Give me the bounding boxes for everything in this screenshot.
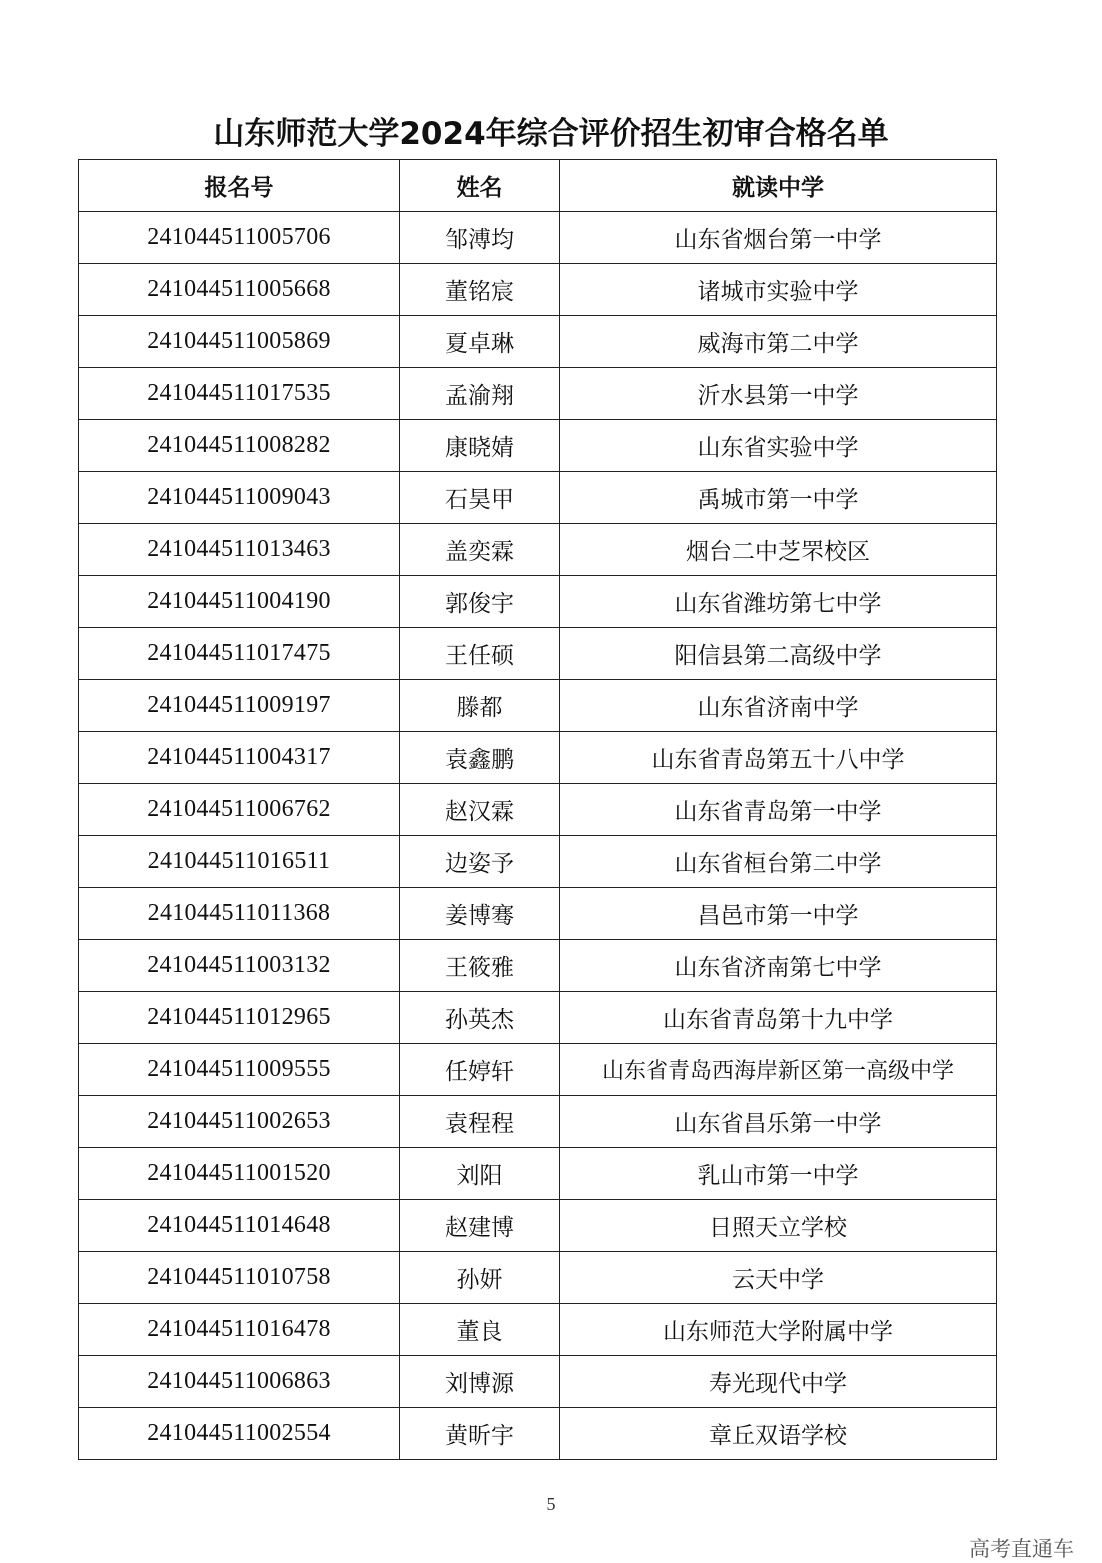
student-name-cell: 康晓婧 bbox=[400, 420, 560, 472]
table-row bbox=[79, 784, 997, 836]
table-row bbox=[79, 524, 997, 576]
registration-number-cell: 241044511003132 bbox=[79, 940, 400, 992]
school-cell: 山东省青岛第一中学 bbox=[560, 784, 997, 836]
header-school: 就读中学 bbox=[560, 160, 997, 212]
student-name-cell: 边姿予 bbox=[400, 836, 560, 888]
table-row bbox=[79, 1096, 997, 1148]
school-cell: 乳山市第一中学 bbox=[560, 1148, 997, 1200]
school-cell: 山东省潍坊第七中学 bbox=[560, 576, 997, 628]
registration-number-cell: 241044511016511 bbox=[79, 836, 400, 888]
student-name-cell: 黄昕宇 bbox=[400, 1408, 560, 1460]
school-cell: 禹城市第一中学 bbox=[560, 472, 997, 524]
registration-number-cell: 241044511008282 bbox=[79, 420, 400, 472]
registration-number-cell: 241044511004190 bbox=[79, 576, 400, 628]
registration-number-cell: 241044511017475 bbox=[79, 628, 400, 680]
watermark-text: 高考直通车 bbox=[969, 1537, 1074, 1561]
table-row bbox=[79, 264, 997, 316]
table-row bbox=[79, 1044, 997, 1096]
student-name-cell: 董铭宸 bbox=[400, 264, 560, 316]
registration-number-cell: 241044511002653 bbox=[79, 1096, 400, 1148]
student-name-cell: 赵汉霖 bbox=[400, 784, 560, 836]
registration-number-cell: 241044511006762 bbox=[79, 784, 400, 836]
registration-number-cell: 241044511013463 bbox=[79, 524, 400, 576]
registration-number-cell: 241044511004317 bbox=[79, 732, 400, 784]
table-row bbox=[79, 1148, 997, 1200]
student-name-cell: 袁鑫鹏 bbox=[400, 732, 560, 784]
school-cell: 山东省济南中学 bbox=[560, 680, 997, 732]
student-name-cell: 夏卓琳 bbox=[400, 316, 560, 368]
student-name-cell: 袁程程 bbox=[400, 1096, 560, 1148]
school-cell: 昌邑市第一中学 bbox=[560, 888, 997, 940]
school-cell: 山东省青岛第十九中学 bbox=[560, 992, 997, 1044]
table-row bbox=[79, 316, 997, 368]
student-name-cell: 孙英杰 bbox=[400, 992, 560, 1044]
table-row bbox=[79, 992, 997, 1044]
student-name-cell: 郭俊宇 bbox=[400, 576, 560, 628]
table-row bbox=[79, 1252, 997, 1304]
registration-number-cell: 241044511016478 bbox=[79, 1304, 400, 1356]
table-row bbox=[79, 836, 997, 888]
registration-number-cell: 241044511010758 bbox=[79, 1252, 400, 1304]
table-row bbox=[79, 680, 997, 732]
table-row bbox=[79, 576, 997, 628]
school-cell: 寿光现代中学 bbox=[560, 1356, 997, 1408]
table-row bbox=[79, 1408, 997, 1460]
student-name-cell: 孙妍 bbox=[400, 1252, 560, 1304]
school-cell: 沂水县第一中学 bbox=[560, 368, 997, 420]
student-name-cell: 姜博骞 bbox=[400, 888, 560, 940]
student-name-cell: 刘阳 bbox=[400, 1148, 560, 1200]
registration-number-cell: 241044511005869 bbox=[79, 316, 400, 368]
header-name: 姓名 bbox=[400, 160, 560, 212]
school-cell: 山东省青岛第五十八中学 bbox=[560, 732, 997, 784]
student-name-cell: 滕都 bbox=[400, 680, 560, 732]
page-number: 5 bbox=[546, 1494, 556, 1514]
school-cell: 阳信县第二高级中学 bbox=[560, 628, 997, 680]
table-row bbox=[79, 212, 997, 264]
student-name-cell: 刘博源 bbox=[400, 1356, 560, 1408]
registration-number-cell: 241044511009555 bbox=[79, 1044, 400, 1096]
table-row bbox=[79, 888, 997, 940]
student-name-cell: 盖奕霖 bbox=[400, 524, 560, 576]
school-cell: 威海市第二中学 bbox=[560, 316, 997, 368]
school-cell: 章丘双语学校 bbox=[560, 1408, 997, 1460]
student-name-cell: 赵建博 bbox=[400, 1200, 560, 1252]
registration-number-cell: 241044511005706 bbox=[79, 212, 400, 264]
registration-number-cell: 241044511005668 bbox=[79, 264, 400, 316]
school-cell: 烟台二中芝罘校区 bbox=[560, 524, 997, 576]
registration-number-cell: 241044511014648 bbox=[79, 1200, 400, 1252]
school-cell: 诸城市实验中学 bbox=[560, 264, 997, 316]
school-cell: 山东省昌乐第一中学 bbox=[560, 1096, 997, 1148]
registration-number-cell: 241044511006863 bbox=[79, 1356, 400, 1408]
student-name-cell: 孟渝翔 bbox=[400, 368, 560, 420]
table-row bbox=[79, 1304, 997, 1356]
table-row bbox=[79, 1356, 997, 1408]
table-row bbox=[79, 940, 997, 992]
school-cell: 日照天立学校 bbox=[560, 1200, 997, 1252]
table-row bbox=[79, 420, 997, 472]
table-header-row bbox=[79, 160, 997, 212]
table-row bbox=[79, 628, 997, 680]
document-title: 山东师范大学2024年综合评价招生初审合格名单 bbox=[213, 116, 889, 152]
header-registration-number: 报名号 bbox=[79, 160, 400, 212]
registration-number-cell: 241044511012965 bbox=[79, 992, 400, 1044]
school-cell: 山东省烟台第一中学 bbox=[560, 212, 997, 264]
student-name-cell: 王筱雅 bbox=[400, 940, 560, 992]
registration-number-cell: 241044511002554 bbox=[79, 1408, 400, 1460]
table-row bbox=[79, 732, 997, 784]
registration-number-cell: 241044511009043 bbox=[79, 472, 400, 524]
student-name-cell: 任婷轩 bbox=[400, 1044, 560, 1096]
table-row bbox=[79, 1200, 997, 1252]
registration-number-cell: 241044511009197 bbox=[79, 680, 400, 732]
school-cell: 云天中学 bbox=[560, 1252, 997, 1304]
school-cell: 山东师范大学附属中学 bbox=[560, 1304, 997, 1356]
school-cell: 山东省桓台第二中学 bbox=[560, 836, 997, 888]
table-row bbox=[79, 368, 997, 420]
admission-list-table bbox=[78, 159, 997, 1460]
student-name-cell: 邹溥均 bbox=[400, 212, 560, 264]
registration-number-cell: 241044511001520 bbox=[79, 1148, 400, 1200]
school-cell: 山东省青岛西海岸新区第一高级中学 bbox=[560, 1044, 997, 1096]
table-row bbox=[79, 472, 997, 524]
school-cell: 山东省济南第七中学 bbox=[560, 940, 997, 992]
student-name-cell: 董良 bbox=[400, 1304, 560, 1356]
registration-number-cell: 241044511011368 bbox=[79, 888, 400, 940]
school-cell: 山东省实验中学 bbox=[560, 420, 997, 472]
registration-number-cell: 241044511017535 bbox=[79, 368, 400, 420]
table-body bbox=[79, 212, 997, 1460]
student-name-cell: 石昊甲 bbox=[400, 472, 560, 524]
student-name-cell: 王任硕 bbox=[400, 628, 560, 680]
